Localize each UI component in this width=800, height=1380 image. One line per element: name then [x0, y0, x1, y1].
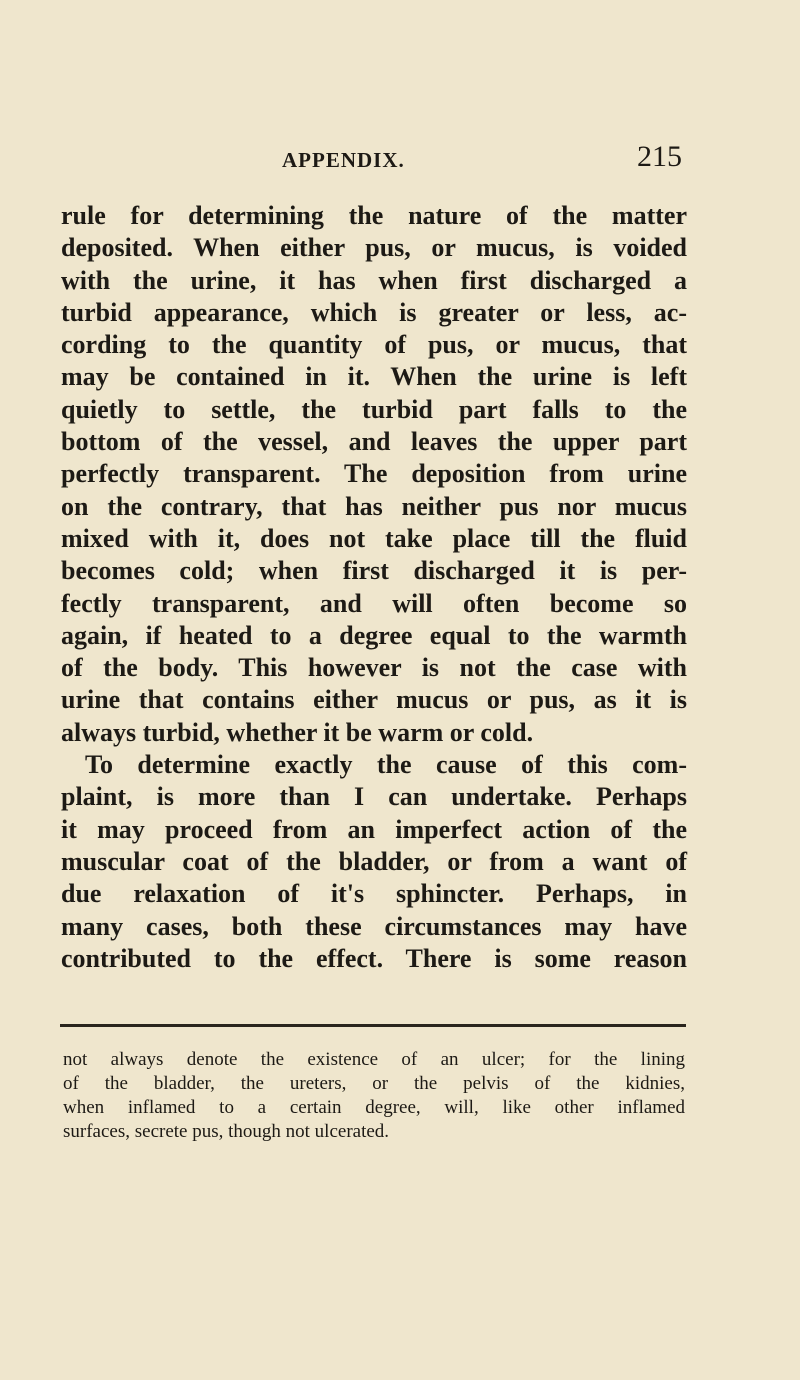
page-header — [282, 140, 682, 180]
footnote-divider — [60, 1024, 686, 1027]
text-line: bottom of the vessel, and leaves the upper part — [61, 427, 687, 457]
text-line: with the urine, it has when first discharged a — [61, 265, 687, 295]
text-line: fectly transparent, and will often become so — [61, 588, 687, 618]
main-text — [61, 200, 687, 975]
text-line: To determine exactly the cause of this com- — [85, 750, 687, 780]
text-line: cording to the quantity of pus, or mucus, that — [61, 330, 687, 360]
text-line: plaint, is more than I can undertake. Perhaps — [61, 782, 687, 812]
running-title: APPENDIX. — [282, 148, 405, 172]
text-line: deposited. When either pus, or mucus, is voided — [61, 233, 687, 263]
text-line: perfectly transparent. The deposition from urine — [61, 459, 687, 489]
text-line: on the contrary, that has neither pus nor mucus — [61, 491, 687, 521]
footnote-line: not always denote the existence of an ulcer; for the lining — [63, 1049, 685, 1070]
text-line: turbid appearance, which is greater or less, ac- — [61, 297, 687, 327]
text-line: muscular coat of the bladder, or from a want of — [61, 846, 687, 876]
text-line: rule for determining the nature of the matter — [61, 201, 687, 230]
footnote-line: of the bladder, the ureters, or the pelvis of the kidnies, — [63, 1073, 685, 1094]
text-line: always turbid, whether it be warm or cold. — [61, 717, 534, 747]
footnote-line: when inflamed to a certain degree, will, like other inflamed — [63, 1097, 685, 1118]
text-line: becomes cold; when first discharged it is per- — [61, 556, 687, 586]
text-line: it may proceed from an imperfect action of the — [61, 814, 687, 844]
text-line: of the body. This however is not the case with — [61, 653, 687, 683]
text-line: urine that contains either mucus or pus, as it is — [61, 685, 687, 715]
footnote-line: surfaces, secrete pus, though not ulcerated. — [63, 1121, 390, 1142]
text-line: mixed with it, does not take place till the fluid — [61, 523, 687, 553]
text-line: again, if heated to a degree equal to the warmth — [61, 620, 687, 650]
text-line: due relaxation of it's sphincter. Perhaps, in — [61, 879, 687, 909]
text-line: quietly to settle, the turbid part falls to the — [61, 394, 687, 424]
text-line: may be contained in it. When the urine is left — [61, 362, 687, 392]
text-line: many cases, both these circumstances may have — [61, 911, 687, 941]
text-line: contributed to the effect. There is some reason — [61, 943, 687, 973]
footnote — [63, 1048, 685, 1144]
page-number: 215 — [637, 140, 682, 173]
